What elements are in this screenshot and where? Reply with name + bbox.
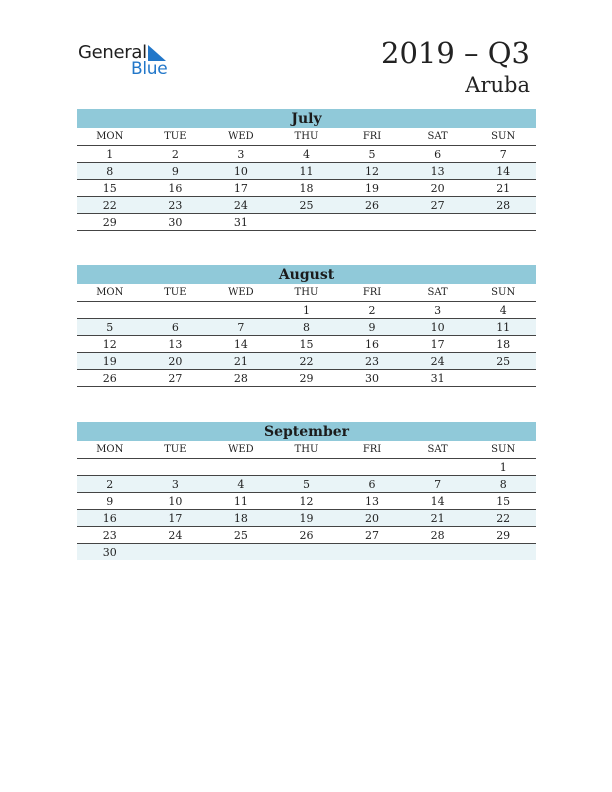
weekday-label: WED xyxy=(208,441,274,459)
weekday-label: MON xyxy=(77,441,143,459)
day-cell: 9 xyxy=(77,493,143,510)
week-row xyxy=(77,319,536,336)
weekday-label: THU xyxy=(274,128,340,146)
day-cell: 15 xyxy=(77,180,143,197)
day-cell: 13 xyxy=(143,336,209,353)
week-row xyxy=(77,527,536,544)
day-cell: 12 xyxy=(77,336,143,353)
day-cell xyxy=(470,370,536,387)
day-cell: 30 xyxy=(339,370,405,387)
week-row xyxy=(77,493,536,510)
day-cell: 17 xyxy=(208,180,274,197)
day-cell: 5 xyxy=(339,146,405,163)
day-cell xyxy=(143,459,209,476)
month-title: September xyxy=(77,422,536,441)
day-cell: 16 xyxy=(339,336,405,353)
day-cell: 10 xyxy=(208,163,274,180)
week-row xyxy=(77,302,536,319)
day-cell: 5 xyxy=(274,476,340,493)
logo xyxy=(78,42,188,82)
day-cell: 10 xyxy=(405,319,471,336)
day-cell: 11 xyxy=(470,319,536,336)
day-cell: 27 xyxy=(339,527,405,544)
logo-text-blue: Blue xyxy=(131,59,168,79)
day-cell xyxy=(208,544,274,561)
day-cell: 2 xyxy=(339,302,405,319)
day-cell xyxy=(143,544,209,561)
day-cell: 26 xyxy=(274,527,340,544)
weekday-header-row xyxy=(77,441,536,459)
day-cell: 21 xyxy=(470,180,536,197)
week-row xyxy=(77,197,536,214)
weekday-label: WED xyxy=(208,284,274,302)
day-cell: 1 xyxy=(470,459,536,476)
week-row xyxy=(77,544,536,561)
day-cell: 25 xyxy=(470,353,536,370)
day-cell: 21 xyxy=(208,353,274,370)
day-cell: 6 xyxy=(143,319,209,336)
day-cell: 4 xyxy=(208,476,274,493)
day-cell: 12 xyxy=(339,163,405,180)
weekday-label: WED xyxy=(208,128,274,146)
month-calendar-august xyxy=(77,265,536,387)
month-calendar-september xyxy=(77,422,536,560)
weekday-label: THU xyxy=(274,441,340,459)
day-cell: 9 xyxy=(339,319,405,336)
week-row xyxy=(77,180,536,197)
week-row xyxy=(77,146,536,163)
day-cell: 7 xyxy=(470,146,536,163)
week-row xyxy=(77,163,536,180)
day-cell: 4 xyxy=(470,302,536,319)
day-cell: 22 xyxy=(77,197,143,214)
day-cell: 15 xyxy=(274,336,340,353)
weekday-label: TUE xyxy=(143,441,209,459)
day-cell: 19 xyxy=(339,180,405,197)
day-cell: 18 xyxy=(470,336,536,353)
day-cell: 27 xyxy=(405,197,471,214)
day-cell xyxy=(274,459,340,476)
day-cell: 20 xyxy=(405,180,471,197)
day-cell: 23 xyxy=(339,353,405,370)
day-cell xyxy=(470,214,536,231)
day-cell: 14 xyxy=(470,163,536,180)
day-cell: 3 xyxy=(208,146,274,163)
day-cell: 8 xyxy=(470,476,536,493)
day-cell: 28 xyxy=(208,370,274,387)
day-cell: 14 xyxy=(208,336,274,353)
day-cell: 25 xyxy=(274,197,340,214)
day-cell: 17 xyxy=(405,336,471,353)
day-cell: 24 xyxy=(208,197,274,214)
day-cell: 16 xyxy=(77,510,143,527)
weekday-label: SAT xyxy=(405,284,471,302)
page-title: 2019 – Q3 xyxy=(381,36,530,70)
day-cell: 14 xyxy=(405,493,471,510)
day-cell: 19 xyxy=(274,510,340,527)
day-cell: 16 xyxy=(143,180,209,197)
day-cell: 7 xyxy=(208,319,274,336)
day-cell: 29 xyxy=(77,214,143,231)
logo-text-general: General xyxy=(78,42,147,63)
day-cell xyxy=(274,544,340,561)
weekday-label: FRI xyxy=(339,128,405,146)
day-cell: 24 xyxy=(143,527,209,544)
day-cell: 13 xyxy=(405,163,471,180)
weekday-label: SUN xyxy=(470,284,536,302)
day-cell: 1 xyxy=(274,302,340,319)
day-cell: 28 xyxy=(470,197,536,214)
country-name: Aruba xyxy=(465,73,530,97)
day-cell: 6 xyxy=(405,146,471,163)
day-cell: 23 xyxy=(143,197,209,214)
day-cell: 11 xyxy=(208,493,274,510)
day-cell: 31 xyxy=(208,214,274,231)
weekday-label: SAT xyxy=(405,128,471,146)
day-cell: 18 xyxy=(208,510,274,527)
day-cell: 28 xyxy=(405,527,471,544)
day-cell xyxy=(405,459,471,476)
day-cell: 26 xyxy=(77,370,143,387)
day-cell xyxy=(470,544,536,561)
day-cell: 24 xyxy=(405,353,471,370)
day-cell: 12 xyxy=(274,493,340,510)
week-row xyxy=(77,353,536,370)
month-table xyxy=(77,441,536,560)
day-cell: 17 xyxy=(143,510,209,527)
day-cell xyxy=(405,214,471,231)
day-cell xyxy=(77,302,143,319)
month-table xyxy=(77,284,536,387)
month-title: August xyxy=(77,265,536,284)
day-cell: 10 xyxy=(143,493,209,510)
day-cell: 3 xyxy=(143,476,209,493)
weekday-label: TUE xyxy=(143,128,209,146)
day-cell: 22 xyxy=(470,510,536,527)
weekday-label: FRI xyxy=(339,441,405,459)
day-cell: 9 xyxy=(143,163,209,180)
month-table xyxy=(77,128,536,231)
week-row xyxy=(77,459,536,476)
day-cell: 18 xyxy=(274,180,340,197)
day-cell: 2 xyxy=(77,476,143,493)
day-cell xyxy=(339,544,405,561)
weekday-label: TUE xyxy=(143,284,209,302)
day-cell: 23 xyxy=(77,527,143,544)
day-cell xyxy=(208,459,274,476)
day-cell: 30 xyxy=(77,544,143,561)
day-cell: 8 xyxy=(77,163,143,180)
month-title: July xyxy=(77,109,536,128)
day-cell: 5 xyxy=(77,319,143,336)
day-cell: 2 xyxy=(143,146,209,163)
day-cell: 6 xyxy=(339,476,405,493)
day-cell xyxy=(405,544,471,561)
day-cell: 26 xyxy=(339,197,405,214)
day-cell: 31 xyxy=(405,370,471,387)
day-cell: 25 xyxy=(208,527,274,544)
month-calendar-july xyxy=(77,109,536,231)
day-cell xyxy=(339,214,405,231)
day-cell xyxy=(143,302,209,319)
day-cell: 1 xyxy=(77,146,143,163)
day-cell: 30 xyxy=(143,214,209,231)
day-cell: 21 xyxy=(405,510,471,527)
day-cell: 27 xyxy=(143,370,209,387)
weekday-label: FRI xyxy=(339,284,405,302)
day-cell: 15 xyxy=(470,493,536,510)
weekday-label: MON xyxy=(77,284,143,302)
day-cell: 4 xyxy=(274,146,340,163)
week-row xyxy=(77,336,536,353)
week-row xyxy=(77,510,536,527)
day-cell: 19 xyxy=(77,353,143,370)
week-row xyxy=(77,476,536,493)
day-cell: 29 xyxy=(470,527,536,544)
weekday-label: MON xyxy=(77,128,143,146)
week-row xyxy=(77,370,536,387)
day-cell: 7 xyxy=(405,476,471,493)
day-cell: 13 xyxy=(339,493,405,510)
weekday-label: THU xyxy=(274,284,340,302)
weekday-header-row xyxy=(77,128,536,146)
weekday-label: SUN xyxy=(470,441,536,459)
day-cell xyxy=(339,459,405,476)
day-cell xyxy=(77,459,143,476)
day-cell: 11 xyxy=(274,163,340,180)
weekday-label: SUN xyxy=(470,128,536,146)
day-cell: 20 xyxy=(339,510,405,527)
day-cell: 3 xyxy=(405,302,471,319)
weekday-header-row xyxy=(77,284,536,302)
day-cell xyxy=(274,214,340,231)
week-row xyxy=(77,214,536,231)
weekday-label: SAT xyxy=(405,441,471,459)
day-cell: 8 xyxy=(274,319,340,336)
day-cell: 22 xyxy=(274,353,340,370)
day-cell: 29 xyxy=(274,370,340,387)
day-cell xyxy=(208,302,274,319)
day-cell: 20 xyxy=(143,353,209,370)
